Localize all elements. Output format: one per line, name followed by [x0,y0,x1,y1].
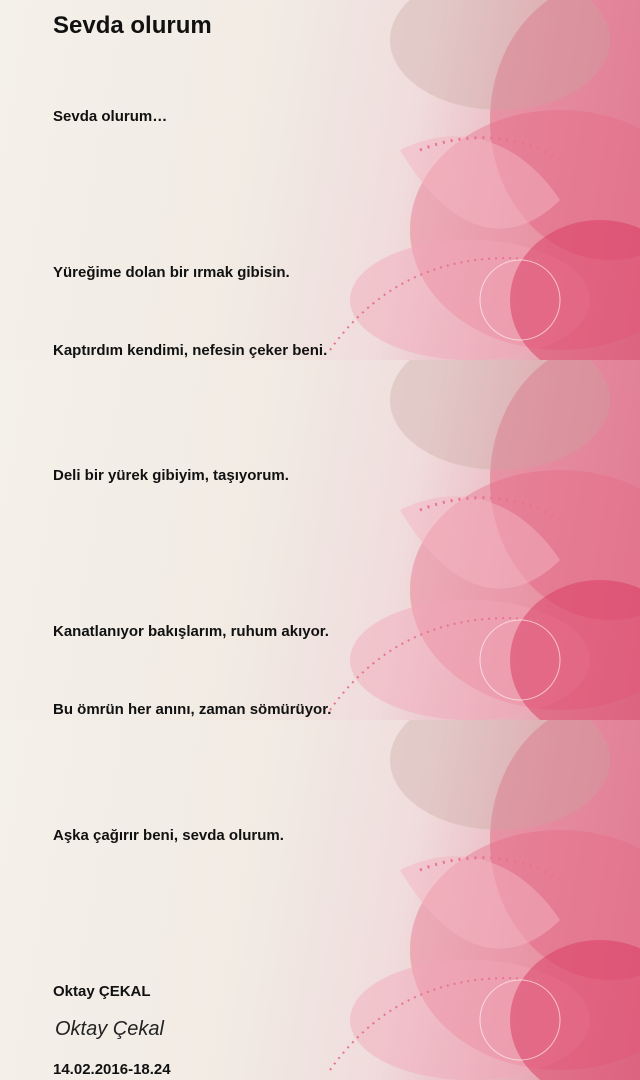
poem-line: Deli bir yürek gibiyim, taşıyorum. [53,467,289,484]
poem-date: 14.02.2016-18.24 [53,1061,171,1078]
background-panel-top [0,0,640,360]
stanza-2 [53,411,366,720]
poem-line: Bu ömrün her anını, zaman sömürüyor. [53,701,332,718]
author-name: Oktay ÇEKAL [53,983,151,1000]
poem-line: Kanatlanıyor bakışlarım, ruhum akıyor. [53,623,329,640]
poem-line: Yüreğime dolan bir ırmak gibisin. [53,264,290,281]
poem-line: Sevda olurum… [53,108,168,125]
background-panel-middle [0,360,640,720]
author-signature: Oktay Çekal [55,1018,164,1040]
poem-title: Sevda olurum [53,12,212,39]
poem-line: Kaptırdım kendimi, nefesin çeker beni. [53,342,328,359]
stanza-1 [53,52,360,360]
poem-line: Aşka çağırır beni, sevda olurum. [53,827,284,844]
